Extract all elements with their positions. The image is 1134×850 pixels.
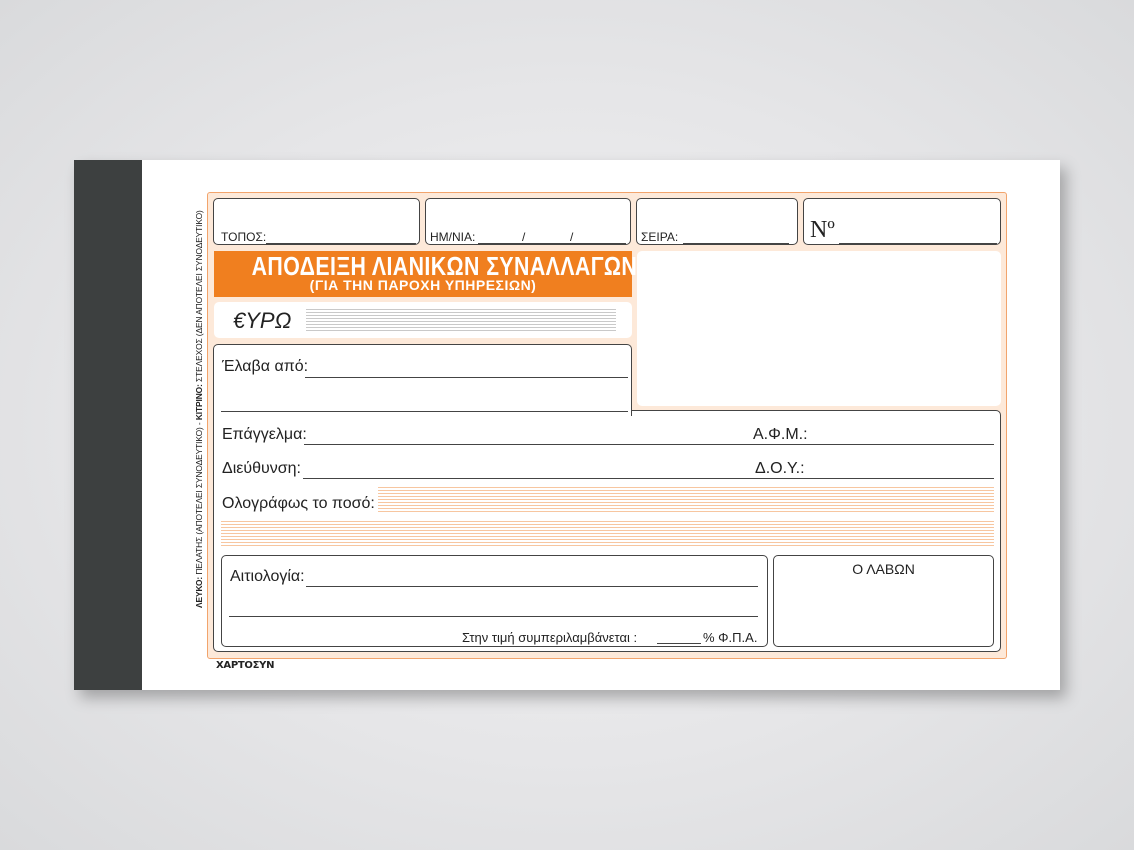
date-label: ΗΜ/ΝΙΑ: bbox=[430, 230, 476, 244]
received-from-line[interactable] bbox=[305, 377, 628, 378]
copy-distribution-note bbox=[194, 210, 204, 608]
date-line bbox=[478, 243, 626, 244]
address-label: Διεύθυνση: bbox=[222, 460, 301, 477]
profession-label: Επάγγελμα: bbox=[222, 426, 307, 443]
side-note-yellow-text: ΣΤΕΛΕΧΟΣ (ΔΕΝ ΑΠΟΤΕΛΕΙ ΣΥΝΟΔΕΥΤΙΚΟ) bbox=[194, 210, 204, 385]
received-from-line-2[interactable] bbox=[221, 411, 628, 412]
number-line bbox=[839, 243, 997, 244]
address-line[interactable] bbox=[303, 478, 994, 479]
topos-label: ΤΟΠΟΣ: bbox=[221, 230, 267, 244]
brand-logo: ΧΑΡΤΟΣΥΝ bbox=[216, 660, 275, 671]
reason-label: Αιτιολογία: bbox=[230, 568, 305, 585]
vat-line[interactable] bbox=[657, 643, 701, 644]
doy-label: Δ.Ο.Υ.: bbox=[755, 460, 805, 477]
profession-line[interactable] bbox=[304, 444, 994, 445]
reason-line-2[interactable] bbox=[229, 616, 758, 617]
side-note-white-text: ΠΕΛΑΤΗΣ (ΑΠΟΤΕΛΕΙ ΣΥΝΟΔΕΥΤΙΚΟ) - bbox=[194, 420, 204, 577]
date-separator-2: / bbox=[570, 230, 574, 244]
side-note-yellow-label: ΚΙΤΡΙΝΟ: bbox=[194, 384, 204, 421]
number-label: Nº bbox=[810, 217, 835, 243]
side-note-white-label: ΛΕΥΚΟ: bbox=[194, 576, 204, 608]
topos-line bbox=[266, 243, 416, 244]
date-separator-1: / bbox=[522, 230, 526, 244]
amount-words-lines-2[interactable] bbox=[221, 521, 994, 548]
received-from-label: Έλαβα από: bbox=[222, 358, 309, 375]
reason-line[interactable] bbox=[306, 586, 758, 587]
vat-prefix: Στην τιμή συμπεριλαμβάνεται : bbox=[462, 630, 638, 645]
currency-label: €ΥΡΩ bbox=[233, 308, 292, 333]
seira-line bbox=[683, 243, 789, 244]
amount-words-lines[interactable] bbox=[378, 487, 994, 514]
vat-suffix: % Φ.Π.Α. bbox=[703, 630, 758, 645]
receiver-label: Ο ΛΑΒΩΝ bbox=[852, 561, 915, 577]
afm-label: Α.Φ.Μ.: bbox=[753, 426, 808, 443]
stamp-area bbox=[637, 251, 1001, 406]
receipt-title: ΑΠΟΔΕΙΞΗ ΛΙΑΝΙΚΩΝ ΣΥΝΑΛΛΑΓΩΝ bbox=[251, 251, 638, 281]
seira-label: ΣΕΙΡΑ: bbox=[641, 230, 679, 244]
amount-words-label: Ολογράφως το ποσό: bbox=[222, 495, 375, 512]
binding-spine bbox=[74, 160, 142, 690]
receipt-subtitle: (ΓΙΑ ΤΗΝ ΠΑΡΟΧΗ ΥΠΗΡΕΣΙΩΝ) bbox=[309, 277, 537, 293]
amount-guide-lines bbox=[306, 309, 616, 331]
